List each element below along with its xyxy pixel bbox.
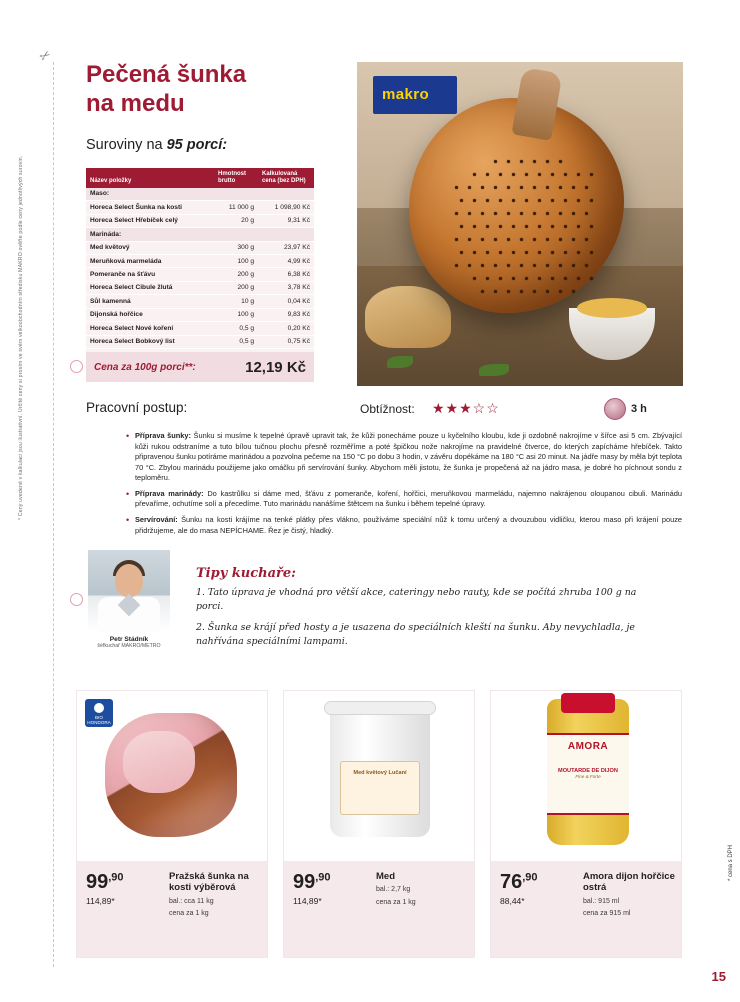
cell-name: Dijonská hořčice — [86, 308, 214, 321]
product-price-alt-honey: 114,89* — [293, 896, 322, 906]
product-name-honey: Med — [376, 871, 395, 882]
cell-weight: 11 000 g — [214, 201, 258, 214]
product-meta1-mustard: bal.: 915 ml — [583, 897, 620, 905]
product-price-alt-mustard: 88,44* — [500, 896, 525, 906]
product-strip — [76, 690, 682, 958]
jar-brand-sub: MOUTARDE DE DIJON — [558, 768, 618, 774]
scissors-icon: ✂ — [36, 46, 54, 65]
ingredients-table — [86, 168, 314, 362]
table-row — [86, 308, 314, 321]
col-price: Kalkulovaná cena (bez DPH) — [258, 168, 314, 188]
price-int-ham: 99 — [86, 871, 109, 893]
product-meta1-honey: bal.: 2,7 kg — [376, 886, 411, 894]
table-row — [86, 268, 314, 281]
recipe-photo — [357, 62, 683, 386]
step-lead: Příprava šunky: — [135, 431, 191, 441]
page-number: 15 — [711, 969, 726, 984]
tip-1: 1. Tato úprava je vhodná pro větší akce, cateringy nebo rauty, kde se počítá zhruba 100 g na porci. — [196, 587, 637, 613]
product-card-ham[interactable] — [76, 690, 268, 958]
cell-weight: 0,5 g — [214, 335, 258, 348]
page-title — [86, 60, 246, 119]
product-price-mustard — [500, 871, 578, 894]
cell-weight: 200 g — [214, 281, 258, 294]
procedure-step: • Příprava šunky: Šunku si musíme k tepelné úpravě upravit tak, že kůži ponecháme pouze u kyčelního kloubu, kde ji ozdobně nakrojíme v šířce asi 5 cm. Zbývající kůži rukou odstraníme a tuto bílou tučnou plochu přesně rozměříme a poté špičkou nože nakrojíme na pravidelné čtverce, do kterých zapícháme hřebíček. Takto připravenou šunku potíráme marinádou a pozvolna pečeme na 150 °C po dobu 3 hodin, v závěru dopékáme na 180 °C asi 20 minut. Na jádře masy by měla být teplota 70 °C. Zbylou marinádu použijeme jako omáčku při servírování šunky. Abychom měli jistotu, že šunka je propečená až na jádro masa, je dobré ho píchnout sondu z teploměru. — [126, 431, 682, 484]
cell-name: Med květový — [86, 241, 214, 254]
product-meta2-mustard: cena za 915 ml — [583, 910, 631, 918]
cell-name: Horeca Select Bobkový list — [86, 335, 214, 348]
herb-garnish-1 — [387, 356, 413, 368]
cell-price: 9,83 Kč — [258, 308, 314, 321]
makro-logo-text: makro — [382, 86, 430, 103]
price-per-portion — [86, 352, 314, 382]
roasted-ham — [409, 98, 624, 313]
price-dec-honey: ,90 — [315, 871, 331, 884]
time-value: 3 h — [631, 403, 647, 415]
product-text-block-mustard — [583, 871, 675, 919]
difficulty-label: Obtížnost: — [360, 402, 415, 416]
dph-note: * cena s DPH — [728, 845, 734, 882]
product-price-block-mustard — [500, 871, 578, 906]
cell-price: 6,38 Kč — [258, 268, 314, 281]
product-text-block-honey — [376, 871, 468, 907]
table-row — [86, 254, 314, 267]
herb-garnish-2 — [479, 364, 509, 376]
table-group-row — [86, 228, 314, 241]
time-badge — [604, 398, 647, 420]
cell-price: 0,75 Kč — [258, 335, 314, 348]
cell-price: 1 098,90 Kč — [258, 201, 314, 214]
cell-weight: 20 g — [214, 214, 258, 227]
difficulty-stars: ★★★☆☆ — [432, 400, 500, 416]
price-int-honey: 99 — [293, 871, 316, 893]
servings-value: 95 porcí: — [166, 137, 228, 153]
clock-icon — [604, 398, 626, 420]
cell-price: 0,20 Kč — [258, 322, 314, 335]
product-info-mustard — [491, 861, 681, 957]
product-card-mustard[interactable] — [490, 690, 682, 958]
cell-name: Pomeranče na šťávu — [86, 268, 214, 281]
cell-name: Horeca Select Cibule žlutá — [86, 281, 214, 294]
chef-name: Petr Stádník — [109, 636, 149, 643]
bucket-label — [340, 761, 420, 815]
table-row — [86, 281, 314, 294]
product-price-alt-ham: 114,89* — [86, 896, 115, 906]
product-name-mustard: Amora dijon hořčice ostrá — [583, 871, 675, 894]
bucket-lid — [324, 701, 436, 715]
punch-hole-marker-top — [70, 360, 83, 373]
chef-head — [115, 564, 143, 597]
table-row — [86, 322, 314, 335]
table-row — [86, 214, 314, 227]
product-image-ham — [77, 691, 267, 861]
product-card-honey[interactable] — [283, 690, 475, 958]
product-name-ham: Pražská šunka na kosti výběrová — [169, 871, 249, 894]
honey-bucket-illustration — [330, 709, 430, 837]
mustard-jar-illustration — [547, 699, 629, 845]
table-row — [86, 295, 314, 308]
table-row — [86, 335, 314, 348]
cell-weight: 200 g — [214, 268, 258, 281]
col-weight: Hmotnost brutto — [214, 168, 258, 188]
cell-price: 9,31 Kč — [258, 214, 314, 227]
servings-label: Suroviny na — [86, 137, 163, 153]
product-price-block-honey — [293, 871, 371, 906]
chef-card — [88, 550, 170, 649]
procedure-step: • Příprava marinády: Do kastrůlku si dáme med, šťávu z pomeranče, koření, hořčici, meruňkovou marmeládu, najemno nakrájenou oloupanou cibuli. Marinádu převaříme, ochutíme solí a přecedíme. Tuto marinádu nanášíme štětcem na šunku i během tepelné úpravy. — [126, 489, 682, 510]
product-price-ham — [86, 871, 164, 894]
cell-name: Horeca Select Nové koření — [86, 322, 214, 335]
cell-price: 0,04 Kč — [258, 295, 314, 308]
cell-weight: 300 g — [214, 241, 258, 254]
cell-weight: 0,5 g — [214, 322, 258, 335]
chef-role: šéfkuchař MAKRO/METRO — [97, 643, 161, 649]
cell-name: Horeca Select Šunka na kosti — [86, 201, 214, 214]
jar-brand-sub2: Fine & Forte — [575, 774, 601, 779]
product-info-honey — [284, 861, 474, 957]
bio-badge-icon: BIO HONDORA — [85, 699, 113, 727]
price-value: 12,19 Kč — [245, 358, 306, 376]
procedure-step: • Servírování: Šunku na kosti krájíme na tenké plátky přes vlákno, používáme speciální nůž k tomu určený a dvouzubou vidličku, kterou maso při krájení pouze přidržujeme, ale do masa NEPÍCHAME. Řez je čistý, hladký. — [126, 515, 682, 536]
table-row — [86, 241, 314, 254]
product-price-block-ham — [86, 871, 164, 906]
table-header-row — [86, 168, 314, 188]
tips-list — [196, 586, 666, 656]
product-meta2-ham: cena za 1 kg — [169, 910, 209, 918]
jar-brand: AMORA — [567, 741, 609, 752]
product-meta1-ham: bal.: cca 11 kg — [169, 897, 214, 905]
step-lead: Servírování: — [135, 515, 178, 524]
col-name: Název položky — [86, 168, 214, 188]
cell-name: Sůl kamenná — [86, 295, 214, 308]
cell-weight: 100 g — [214, 254, 258, 267]
punch-hole-marker-bottom — [70, 593, 83, 606]
jar-label — [547, 733, 629, 815]
bucket-label-text: Med květový Lučaní — [353, 770, 407, 776]
cell-name: Horeca Select Hřebíček celý — [86, 214, 214, 227]
clove-studs — [409, 98, 624, 313]
cell-weight: 10 g — [214, 295, 258, 308]
servings-line — [86, 137, 227, 153]
product-info-ham — [77, 861, 267, 957]
cell-name: Meruňková marmeláda — [86, 254, 214, 267]
procedure-heading: Pracovní postup: — [86, 400, 188, 415]
makro-logo — [373, 76, 457, 114]
cell-price: 3,78 Kč — [258, 281, 314, 294]
side-disclaimer: * Ceny uvedené v kalkulaci jsou ilustrativní. Určité ceny si prosím ve svém velkoobchodním středisku MAKRO ověřte podle ceny jednotlivých surovin. — [18, 155, 24, 520]
step-lead: Příprava marinády: — [135, 488, 204, 498]
product-meta2-honey: cena za 1 kg — [376, 898, 416, 906]
chef-photo — [88, 550, 170, 632]
cell-price: 4,99 Kč — [258, 254, 314, 267]
product-price-honey — [293, 871, 371, 894]
price-dec-mustard: ,90 — [522, 871, 538, 884]
product-image-honey — [284, 691, 474, 861]
tip-2: 2. Šunka se krájí před hosty a je usazena do speciálních kleští na šunku. Aby nevychladla, je nahřívána speciálními lampami. — [196, 622, 635, 648]
price-dec-ham: ,90 — [108, 871, 124, 884]
recipe-title-line1: Pečená šunka — [86, 61, 247, 88]
table-group-row — [86, 188, 314, 201]
price-label: Cena za 100g porci**: — [94, 361, 196, 373]
product-text-block-ham — [169, 871, 261, 919]
cell-weight: 100 g — [214, 308, 258, 321]
procedure-steps — [86, 431, 682, 541]
recipe-title-line2: na medu — [86, 90, 185, 118]
price-int-mustard: 76 — [500, 871, 523, 893]
cell-price: 23,97 Kč — [258, 241, 314, 254]
tips-heading: Tipy kuchaře: — [196, 566, 296, 581]
cut-line — [53, 62, 54, 967]
product-image-mustard — [491, 691, 681, 861]
ham-illustration — [105, 713, 237, 837]
table-group-label: Maso: — [86, 188, 314, 201]
table-row — [86, 201, 314, 214]
jar-cap — [561, 693, 615, 713]
table-group-label: Marináda: — [86, 228, 314, 241]
